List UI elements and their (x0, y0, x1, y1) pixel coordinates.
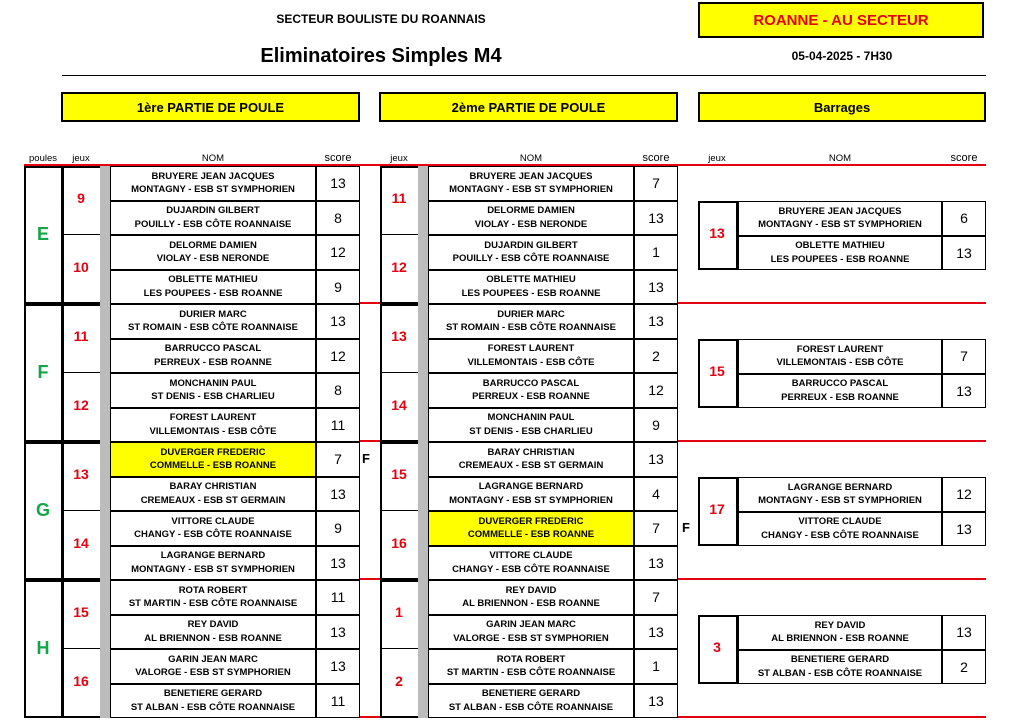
row-spacer (100, 580, 110, 718)
score-cell: 11 (316, 580, 360, 615)
player-name: ROTA ROBERT (496, 653, 566, 665)
section-barrages (698, 92, 986, 122)
row-spacer (418, 580, 428, 718)
score-cell: 1 (634, 649, 678, 684)
score-cell: 13 (316, 615, 360, 650)
player-club: MONTAGNY - ESB ST SYMPHORIEN (758, 219, 922, 231)
barrage-score-cell: 13 (942, 512, 986, 547)
player-club: PERREUX - ESB ROANNE (781, 391, 899, 403)
player-name: DURIER MARC (497, 308, 565, 320)
player-name-cell (110, 580, 316, 615)
col-header-nom-3: NOM (828, 153, 852, 164)
score-cell: 11 (316, 684, 360, 719)
player-name: BRUYERE JEAN JACQUES (151, 170, 275, 182)
player-name-cell (428, 684, 634, 719)
player-name: DUVERGER FREDERIC (478, 515, 584, 527)
match-divider (62, 510, 100, 511)
poule-letter: G (35, 500, 50, 520)
player-club: COMMELLE - ESB ROANNE (467, 529, 595, 541)
col-header-poules: poules (29, 153, 57, 164)
location-banner (698, 2, 984, 38)
jeu-number: 15 (73, 603, 89, 620)
jeu-number: 14 (391, 396, 407, 413)
player-club: POUILLY - ESB CÔTE ROANNAISE (134, 218, 292, 230)
player-club: PERREUX - ESB ROANNE (472, 391, 590, 403)
match-divider (62, 648, 100, 649)
jeu-number: 13 (391, 327, 407, 344)
player-club: MONTAGNY - ESB ST SYMPHORIEN (449, 184, 613, 196)
forfeit-mark: F (362, 451, 370, 466)
score-cell: 7 (316, 442, 360, 477)
player-name: OBLETTE MATHIEU (486, 274, 576, 286)
player-name: VITTORE CLAUDE (798, 516, 882, 528)
section-second-round (379, 92, 678, 122)
player-name: REY DAVID (187, 619, 239, 631)
player-name-cell (428, 270, 634, 305)
player-club: ST MARTIN - ESB CÔTE ROANNAISE (128, 598, 298, 610)
player-club: ST ALBAN - ESB CÔTE ROANNAISE (448, 701, 614, 713)
player-club: VALORGE - ESB ST SYMPHORIEN (453, 632, 609, 644)
player-name-cell (428, 166, 634, 201)
poule-letter: H (36, 638, 50, 658)
match-divider (62, 372, 100, 373)
score-cell: 13 (634, 270, 678, 305)
player-name-cell (428, 442, 634, 477)
player-name: DUJARDIN GILBERT (484, 239, 578, 251)
match-divider (380, 372, 418, 373)
player-name-cell (110, 442, 316, 477)
player-club: ST DENIS - ESB CHARLIEU (469, 425, 593, 437)
poule-letter: E (36, 224, 49, 244)
barrage-player-cell (738, 236, 942, 271)
match-divider (62, 234, 100, 235)
jeu-number: 11 (391, 189, 407, 206)
col-header-nom-2: NOM (519, 153, 543, 164)
player-name: DURIER MARC (179, 308, 247, 320)
row-spacer (100, 442, 110, 580)
score-cell: 13 (316, 477, 360, 512)
player-name: MONCHANIN PAUL (169, 377, 257, 389)
player-name-cell (428, 339, 634, 374)
player-name: FOREST LAURENT (169, 412, 257, 424)
player-name-cell (110, 477, 316, 512)
player-name-cell (110, 373, 316, 408)
poule-letter: F (37, 362, 49, 382)
player-name-cell (428, 477, 634, 512)
player-name-cell (428, 304, 634, 339)
score-cell: 12 (316, 235, 360, 270)
score-cell: 7 (634, 580, 678, 615)
score-cell: 13 (634, 684, 678, 719)
player-club: ST ROMAIN - ESB CÔTE ROANNAISE (128, 322, 298, 334)
player-name: DUVERGER FREDERIC (160, 446, 266, 458)
barrage-jeu-number: 17 (709, 500, 725, 517)
player-club: VIOLAY - ESB NERONDE (156, 253, 270, 265)
score-cell: 13 (316, 546, 360, 581)
player-name: MONCHANIN PAUL (487, 412, 575, 424)
player-club: LES POUPEES - ESB ROANNE (143, 287, 283, 299)
player-name: DUJARDIN GILBERT (166, 205, 260, 217)
barrage-score-cell: 13 (942, 236, 986, 271)
player-name: GARIN JEAN MARC (168, 653, 258, 665)
player-club: LES POUPEES - ESB ROANNE (770, 253, 910, 265)
player-name-cell (110, 615, 316, 650)
player-club: VILLEMONTAIS - ESB CÔTE (776, 357, 904, 369)
player-name-cell (110, 235, 316, 270)
player-name: REY DAVID (505, 584, 557, 596)
player-name: BENETIERE GERARD (481, 688, 581, 700)
player-name: FOREST LAURENT (487, 343, 575, 355)
score-cell: 13 (634, 442, 678, 477)
player-name-cell (110, 304, 316, 339)
row-spacer (418, 304, 428, 442)
barrage-score-cell: 13 (942, 374, 986, 409)
player-club: VIOLAY - ESB NERONDE (474, 218, 588, 230)
player-name-cell (428, 546, 634, 581)
score-cell: 7 (634, 166, 678, 201)
player-name-cell (428, 373, 634, 408)
player-club: VALORGE - ESB ST SYMPHORIEN (135, 667, 291, 679)
player-name: VITTORE CLAUDE (489, 550, 573, 562)
section-first-round (61, 92, 360, 122)
player-name-cell (110, 408, 316, 443)
jeu-number: 11 (73, 327, 89, 344)
match-divider (380, 510, 418, 511)
player-club: AL BRIENNON - ESB ROANNE (462, 598, 600, 610)
player-club: CHANGY - ESB CÔTE ROANNAISE (761, 529, 919, 541)
row-spacer (100, 304, 110, 442)
section-second-round-label: 2ème PARTIE DE POULE (451, 99, 606, 115)
row-spacer (418, 166, 428, 304)
player-name: BARAY CHRISTIAN (487, 446, 575, 458)
jeu-number: 14 (73, 534, 89, 551)
player-name-cell (110, 270, 316, 305)
player-club: ST ALBAN - ESB CÔTE ROANNAISE (130, 701, 296, 713)
player-club: ST DENIS - ESB CHARLIEU (151, 391, 275, 403)
date-time: 05-04-2025 - 7H30 (791, 49, 893, 63)
barrage-jeu-number: 15 (709, 362, 725, 379)
forfeit-mark: F (682, 520, 690, 535)
col-header-jeux-3: jeux (708, 153, 726, 164)
player-name-cell (110, 511, 316, 546)
score-cell: 13 (316, 166, 360, 201)
score-cell: 4 (634, 477, 678, 512)
score-cell: 12 (634, 373, 678, 408)
player-name-cell (110, 649, 316, 684)
jeu-number: 12 (73, 396, 89, 413)
barrage-player-cell (738, 512, 942, 547)
jeu-number: 13 (73, 465, 89, 482)
match-divider (380, 234, 418, 235)
player-name: OBLETTE MATHIEU (168, 274, 258, 286)
col-header-jeux-1: jeux (72, 153, 90, 164)
jeu-number: 16 (391, 534, 407, 551)
barrage-score-cell: 12 (942, 477, 986, 512)
player-name-cell (428, 615, 634, 650)
barrage-score-cell: 7 (942, 339, 986, 374)
jeu-number: 16 (73, 672, 89, 689)
score-cell: 11 (316, 408, 360, 443)
col-header-score-2: score (642, 152, 670, 164)
player-club: MONTAGNY - ESB ST SYMPHORIEN (131, 184, 295, 196)
barrage-jeu-number: 3 (713, 638, 721, 655)
score-cell: 9 (316, 511, 360, 546)
score-cell: 13 (634, 615, 678, 650)
player-club: MONTAGNY - ESB ST SYMPHORIEN (131, 563, 295, 575)
section-barrages-label: Barrages (813, 99, 871, 115)
jeu-number: 10 (73, 258, 89, 275)
player-name: LAGRANGE BERNARD (478, 481, 584, 493)
col-header-nom-1: NOM (201, 153, 225, 164)
player-name: DELORME DAMIEN (487, 205, 575, 217)
player-club: CREMEAUX - ESB ST GERMAIN (458, 460, 604, 472)
player-name: LAGRANGE BERNARD (160, 550, 266, 562)
player-name: VITTORE CLAUDE (171, 515, 255, 527)
match-divider (380, 648, 418, 649)
player-name: FOREST LAURENT (796, 343, 884, 355)
score-cell: 12 (316, 339, 360, 374)
player-name: BENETIERE GERARD (163, 688, 263, 700)
player-name-cell (110, 684, 316, 719)
player-name: BRUYERE JEAN JACQUES (778, 205, 902, 217)
score-cell: 7 (634, 511, 678, 546)
score-cell: 13 (316, 304, 360, 339)
score-cell: 13 (634, 546, 678, 581)
player-club: ST ALBAN - ESB CÔTE ROANNAISE (757, 667, 923, 679)
player-name: REY DAVID (814, 619, 866, 631)
player-club: CHANGY - ESB CÔTE ROANNAISE (452, 563, 610, 575)
section-first-round-label: 1ère PARTIE DE POULE (136, 99, 285, 115)
score-cell: 8 (316, 373, 360, 408)
player-club: ST MARTIN - ESB CÔTE ROANNAISE (446, 667, 616, 679)
jeu-number: 9 (77, 189, 85, 206)
player-name-cell (428, 580, 634, 615)
score-cell: 13 (316, 649, 360, 684)
col-header-score-3: score (950, 152, 978, 164)
player-name: BARRUCCO PASCAL (791, 378, 889, 390)
player-club: LES POUPEES - ESB ROANNE (461, 287, 601, 299)
player-name: BRUYERE JEAN JACQUES (469, 170, 593, 182)
page-title: Eliminatoires Simples M4 (260, 45, 502, 67)
player-name: ROTA ROBERT (178, 584, 248, 596)
barrage-player-cell (738, 374, 942, 409)
player-name: BARAY CHRISTIAN (169, 481, 257, 493)
barrage-jeu-number: 13 (709, 224, 725, 241)
barrage-player-cell (738, 339, 942, 374)
col-header-score-1: score (324, 152, 352, 164)
player-club: POUILLY - ESB CÔTE ROANNAISE (452, 253, 610, 265)
player-club: ST ROMAIN - ESB CÔTE ROANNAISE (446, 322, 616, 334)
barrage-score-cell: 13 (942, 615, 986, 650)
organizer-title: SECTEUR BOULISTE DU ROANNAIS (276, 12, 486, 26)
score-cell: 8 (316, 201, 360, 236)
player-name-cell (428, 408, 634, 443)
score-cell: 13 (634, 304, 678, 339)
score-cell: 9 (634, 408, 678, 443)
player-name-cell (110, 546, 316, 581)
location-label: ROANNE - AU SECTEUR (753, 11, 929, 29)
header-divider (62, 75, 986, 76)
jeu-number: 2 (395, 672, 403, 689)
barrage-score-cell: 2 (942, 650, 986, 685)
row-spacer (100, 166, 110, 304)
player-club: COMMELLE - ESB ROANNE (149, 460, 277, 472)
player-name-cell (110, 339, 316, 374)
score-cell: 13 (634, 201, 678, 236)
player-name: GARIN JEAN MARC (486, 619, 576, 631)
player-club: MONTAGNY - ESB ST SYMPHORIEN (758, 495, 922, 507)
player-name-cell (428, 511, 634, 546)
player-name: BARRUCCO PASCAL (164, 343, 262, 355)
player-name: LAGRANGE BERNARD (787, 481, 893, 493)
col-header-jeux-2: jeux (390, 153, 408, 164)
player-club: VILLEMONTAIS - ESB CÔTE (467, 356, 595, 368)
player-name-cell (428, 649, 634, 684)
jeu-number: 15 (391, 465, 407, 482)
barrage-score-cell: 6 (942, 201, 986, 236)
player-club: CHANGY - ESB CÔTE ROANNAISE (134, 529, 292, 541)
barrage-player-cell (738, 477, 942, 512)
player-club: AL BRIENNON - ESB ROANNE (771, 633, 909, 645)
barrage-player-cell (738, 615, 942, 650)
barrage-player-cell (738, 201, 942, 236)
player-name-cell (110, 201, 316, 236)
barrage-player-cell (738, 650, 942, 685)
player-club: VILLEMONTAIS - ESB CÔTE (149, 425, 277, 437)
jeu-number: 12 (391, 258, 407, 275)
score-cell: 1 (634, 235, 678, 270)
player-club: CREMEAUX - ESB ST GERMAIN (140, 494, 286, 506)
player-name: BENETIERE GERARD (790, 654, 890, 666)
row-spacer (418, 442, 428, 580)
player-name-cell (428, 201, 634, 236)
player-name: BARRUCCO PASCAL (482, 377, 580, 389)
player-name-cell (428, 235, 634, 270)
score-cell: 9 (316, 270, 360, 305)
player-name: OBLETTE MATHIEU (795, 240, 885, 252)
jeu-number: 1 (395, 603, 403, 620)
player-name-cell (110, 166, 316, 201)
player-name: DELORME DAMIEN (169, 239, 257, 251)
score-cell: 2 (634, 339, 678, 374)
player-club: AL BRIENNON - ESB ROANNE (144, 632, 282, 644)
player-club: MONTAGNY - ESB ST SYMPHORIEN (449, 494, 613, 506)
player-club: PERREUX - ESB ROANNE (154, 356, 272, 368)
